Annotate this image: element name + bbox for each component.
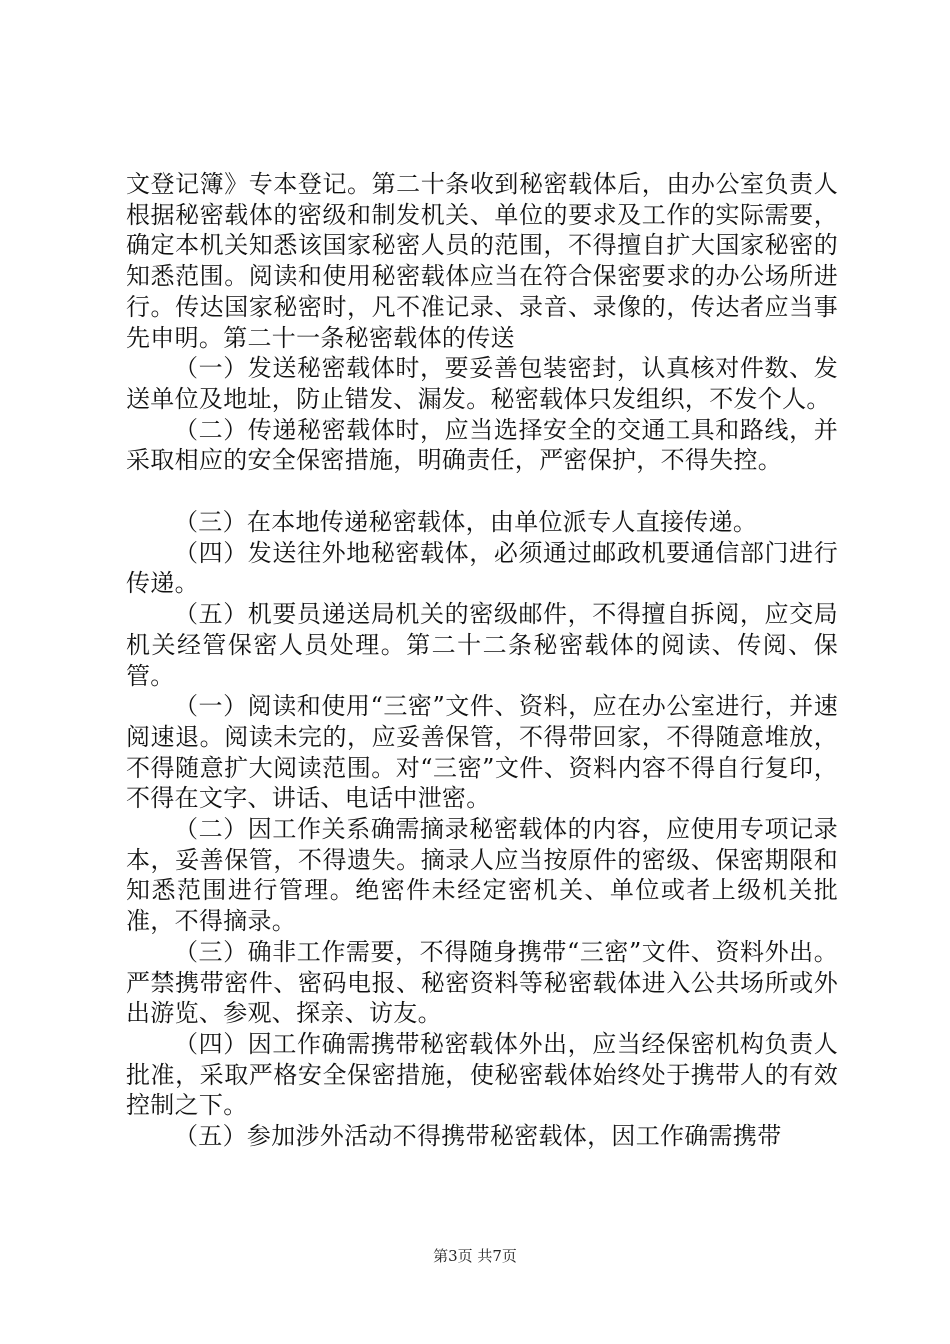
paragraph-send-1: （一）发送秘密载体时，要妥善包装密封，认真核对件数、发送单位及地址，防止错发、漏发。秘密载体只发组织，不发个人。 bbox=[126, 354, 838, 413]
paragraph-read-4: （四）因工作确需携带秘密载体外出，应当经保密机构负责人批准，采取严格安全保密措施，使秘密载体始终处于携带人的有效控制之下。 bbox=[126, 1029, 838, 1120]
document-body bbox=[126, 169, 838, 1152]
paragraph-send-5: （五）机要员递送局机关的密级邮件，不得擅自拆阅，应交局机关经管保密人员处理。第二十二条秘密载体的阅读、传阅、保管。 bbox=[126, 600, 838, 690]
paragraph-registration: 文登记簿》专本登记。第二十条收到秘密载体后，由办公室负责人根据秘密载体的密级和制发机关、单位的要求及工作的实际需要，确定本机关知悉该国家秘密人员的范围，不得擅自扩大国家秘密的知悉范围。阅读和使用秘密载体应当在符合保密要求的办公场所进行。传达国家秘密时，凡不准记录、录音、录像的，传达者应当事先申明。第二十一条秘密载体的传送 bbox=[126, 170, 838, 352]
paragraph-send-4: （四）发送往外地秘密载体，必须通过邮政机要通信部门进行传递。 bbox=[126, 538, 838, 598]
paragraph-send-2: （二）传递秘密载体时，应当选择安全的交通工具和路线，并采取相应的安全保密措施，明确责任，严密保护，不得失控。 bbox=[126, 415, 838, 475]
paragraph-read-5: （五）参加涉外活动不得携带秘密载体，因工作确需携带 bbox=[174, 1122, 782, 1151]
page-number: 第3页 共7页 bbox=[433, 1247, 517, 1265]
paragraph-read-3: （三）确非工作需要，不得随身携带“三密”文件、资料外出。严禁携带密件、密码电报、秘密资料等秘密载体进入公共场所或外出游览、参观、探亲、访友。 bbox=[126, 937, 838, 1028]
paragraph-read-1: （一）阅读和使用“三密”文件、资料，应在办公室进行，并速阅速退。阅读未完的，应妥善保管，不得带回家，不得随意堆放，不得随意扩大阅读范围。对“三密”文件、资料内容不得自行复印，不得在文字、讲话、电话中泄密。 bbox=[126, 692, 838, 813]
paragraph-gap bbox=[126, 476, 838, 507]
paragraph-send-3: （三）在本地传递秘密载体，由单位派专人直接传递。 bbox=[174, 508, 758, 537]
paragraph-read-2: （二）因工作关系确需摘录秘密载体的内容，应使用专项记录本，妥善保管，不得遗失。摘录人应当按原件的密级、保密期限和知悉范围进行管理。绝密件未经定密机关、单位或者上级机关批准，不得摘录。 bbox=[126, 815, 838, 936]
